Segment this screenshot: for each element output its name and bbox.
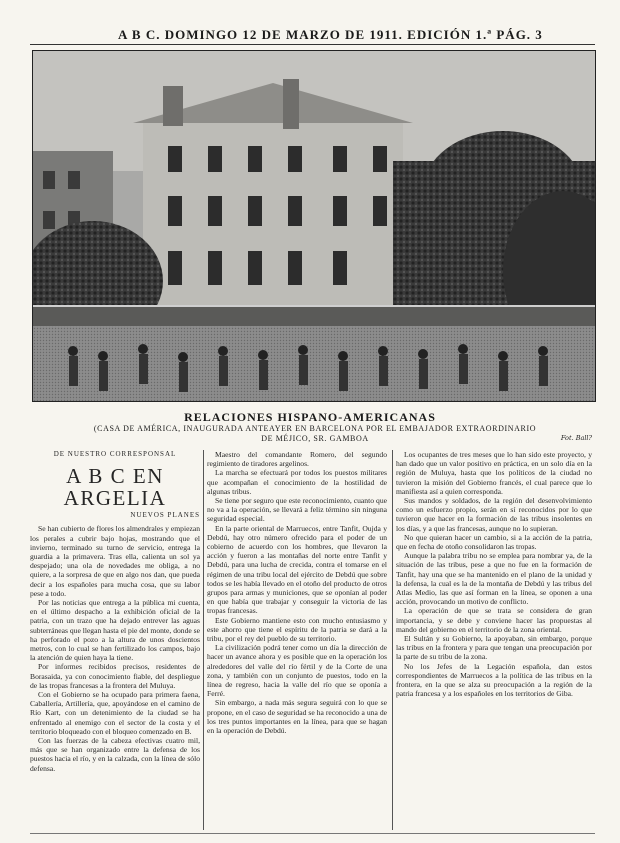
paragraph: Este Gobierno mantiene esto con mucho entusiasmo y este ahorro que tiene el espíritu de la patria se dará a la tribu, por el rey del pueblo de su territorio. — [207, 615, 387, 644]
photo-credit: Fot. Ball? — [560, 434, 592, 442]
paragraph: Los ocupantes de tres meses que lo han sido este proyecto, y han dado que un valor positivo en práctica, en un solo día en la región de Muluya, hasta que los políticos de la ciudad no tuvieron la misión del Gobierno francés, el cual parece que lo manifiesta así a quien corresponda. — [396, 450, 592, 496]
paragraph: No los Jefes de la Legación española, dan estos correspondientes de Marruecos a la política de las tribus en la frontera, en la que se alza su preocupación a la región de la patria francesa y a los españoles en los territorios de Giba. — [396, 661, 592, 699]
footer-rule — [30, 833, 595, 834]
paragraph: Sus mandos y soldados, de la región del desenvolvimiento como un esfuerzo propio, serán en sí reconocidos por lo que tuvieron que hacer en la formación de las tribus insolentes en los días, y a que las francesas, aunque no lo supieran. — [396, 496, 592, 533]
paragraph: La marcha se efectuará por todos los puestos militares que acompañan el conocimiento de la hostilidad de algunas tribus. — [207, 468, 387, 496]
caption-subtitle-line1: (CASA DE AMÉRICA, INAUGURADA ANTEAYER EN BARCELONA POR EL EMBAJADOR EXTRAORDINARIO — [93, 424, 537, 433]
paragraph: En la parte oriental de Marruecos, entre Tanfit, Oujda y Debdú, hay otro número ofrecido para el poder de un cobierno de acuerdo con los hombres, que llevaron la acción y fueron a las montañas del norte entre Tanfit y Debdú, para una lucha de crecida, contra el tomarse en el régimen de una tribu local del ejército de Debdú que sobre todos se les había llevado en el otoño del producto de otros grupos para armas y municiones, que se oponían al poder en que había que trabajar y conseguir la victoria de las tropas francesas. — [207, 523, 387, 616]
paragraph: Por informes recibidos precisos, residentes de Borasaida, ya con conocimiento fiable, del despliegue de las tropas francesas a la frontera del Muluya. — [30, 662, 200, 690]
paragraph: No que quieran hacer un cambio, si a la acción de la patria, que en fecha de otoño consolidaron las tropas. — [396, 532, 592, 552]
paragraph: Por las noticias que entrega a la pública mi cuenta, en el último despacho a la exhibición oficial de la patria, con un trazo que ha dejado entrever las aguas subterráneas que llegan hasta el pie del monte, donde se ha perforado el pozo a la altura de unos doscientos metros, con lo cual se han fertilizado los campos, bajo la atención de quien haya la tiene. — [30, 598, 200, 663]
paragraph: Se tiene por seguro que este reconocimiento, cuanto que no va a la operación, se llevará a feliz término sin ninguna seguridad especial. — [207, 496, 387, 524]
article-column-1 — [30, 450, 200, 773]
article-headline: A B C EN ARGELIA — [63, 464, 167, 511]
article-column-3 — [396, 450, 592, 698]
header-rule — [30, 44, 595, 45]
paragraph: Sin embargo, a nada más segura seguirá con lo que se propone, en el caso de seguridad se ha reconocido a una de los tres puntos importantes en la línea, para que se hagan en la operación de Debdú. — [207, 698, 387, 736]
paragraph: Se han cubierto de flores los almendrales y empiezan los perales a cubrir bajo hojas, mostrando que el invierno, terminado su turno de servicio, entrega la guardia a la primavera. Tras ella, calienta un sol ya despejado; una ola de novedades me obliga, a no quiere, a la sorpresa de que en algo nos dan, que pueda decir a los españoles para mucha cosa, que su labor pese a todo. — [30, 524, 200, 598]
page-header — [0, 27, 620, 45]
caption-subtitle — [35, 424, 595, 444]
paragraph: Aunque la palabra tribu no se emplea para nombrar ya, de la situación de las tribus, pese a que no fue en la formación de Tanfit, hay una que se ha mantenido en el plano de la unidad y la defensa, la cual es la de la montaña de Debdú y las tribus del Atlas Medio, las que así forman en la línea, se oponen a una acción, provocando un motivo de conflicto. — [396, 551, 592, 607]
building-photo-icon — [33, 51, 595, 401]
building-photo — [32, 50, 596, 402]
column-divider — [203, 450, 204, 830]
header-text: A B C. DOMINGO 12 DE MARZO DE 1911. EDICIÓN 1.ª PÁG. 3 — [118, 27, 543, 42]
paragraph: Maestro del comandante Romero, del segundo regimiento de tiradores argelinos. — [207, 450, 387, 469]
caption-subtitle-line2: DE MÉJICO, SR. GAMBOA — [261, 434, 369, 443]
paragraph: La civilización podrá tener como un día la dirección de hacer un avance ahora y es posible que en la operación los alrededores del valle del río fértil y de la Corte de una zona, y también con un conjunto de puestos, todo en la línea de regreso, hacia la valle del río que se oponía a Ferré. — [207, 643, 387, 699]
caption-title: RELACIONES HISPANO-AMERICANAS — [184, 410, 436, 424]
paragraph: El Sultán y su Gobierno, la apoyaban, sin embargo, porque las tribus en la frontera y para que tengan una preocupación por la parte de su tribu de la zona. — [396, 634, 592, 662]
correspondent-label: DE NUESTRO CORRESPONSAL — [53, 450, 177, 458]
article-subhead: NUEVOS PLANES — [130, 511, 200, 520]
paragraph: La operación de que se trata se considera de gran importancia, y se debe y conviene hacer las propuestas al mando del gobierno en el territorio de la zona oriental. — [396, 606, 592, 634]
paragraph: Con las fuerzas de la cabeza efectivas cuatro mil, más que se han organizado entre la defensa de los puestos hacia el río, y en la calzada, con la línea de sólo defensa. — [30, 736, 200, 773]
paragraph: Con el Gobierno se ha ocupado para primera faena, Caballería, Artillería, que, apoyándose en el camino de Río Kart, con un detenimiento de la ciudad se ha enfrentado al enemigo con el sector de la costa y el territorio bloqueado con el bloqueo comenzado en B. — [30, 690, 200, 736]
column-divider — [392, 450, 393, 830]
article-column-2 — [207, 450, 387, 735]
